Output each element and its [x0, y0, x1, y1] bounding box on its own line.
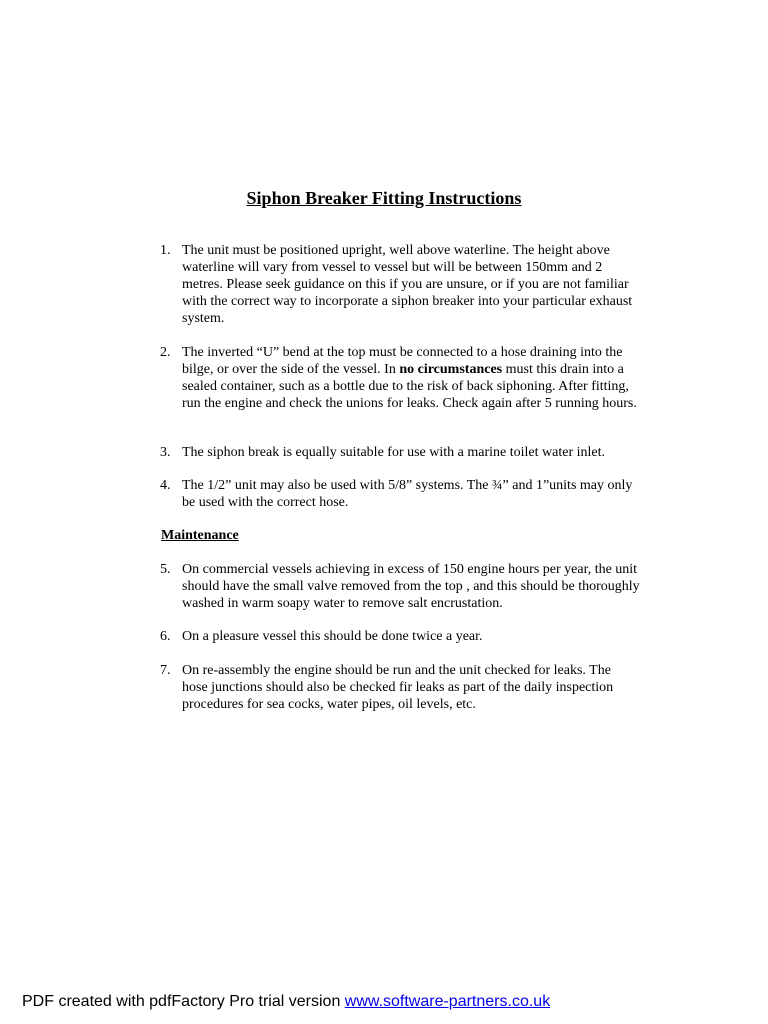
maintenance-heading: Maintenance	[161, 528, 239, 543]
list-item-text-end: must this drain into a sealed container, such as a bottle due to the risk of back siphoning. After fitting, run the engine and check the unions for leaks. Check again after 5 running hours.	[182, 362, 637, 411]
list-item-number: 4.	[160, 478, 171, 493]
list-item	[160, 561, 640, 612]
list-item-text-start: The inverted “U” bend at the top must be connected to a hose draining into the bilge, or over the side of the vessel. In	[182, 345, 623, 377]
list-item	[160, 662, 640, 713]
list-item	[160, 242, 640, 327]
emphasis-text: no circumstances	[399, 362, 503, 377]
list-item-text: The 1/2” unit may also be used with 5/8” systems. The ¾” and 1”units may only be used with the correct hose.	[182, 478, 633, 510]
list-item	[160, 444, 640, 461]
list-item	[160, 628, 640, 645]
list-item-number: 7.	[160, 663, 171, 678]
list-item-number: 3.	[160, 445, 171, 460]
list-item	[160, 344, 640, 412]
footer-link[interactable]: www.software-partners.co.uk	[344, 993, 551, 1010]
list-item	[160, 477, 640, 511]
list-item-text	[182, 344, 640, 412]
list-item-number: 1.	[160, 243, 171, 258]
list-item-text: On re-assembly the engine should be run and the unit checked for leaks. The hose junctions should also be checked fir leaks as part of the daily inspection procedures for sea cocks, water pipes, oil levels, etc.	[182, 663, 614, 712]
list-item-number: 2.	[160, 345, 171, 360]
pdf-footer	[22, 992, 550, 1012]
document-title: Siphon Breaker Fitting Instructions	[246, 188, 522, 208]
list-item-text: The unit must be positioned upright, well above waterline. The height above waterline will vary from vessel to vessel but will be between 150mm and 2 metres. Please seek guidance on this if you are unsure, or if you are not familiar with the correct way to incorporate a siphon breaker into your particular exhaust system.	[182, 243, 633, 326]
list-item-text: On commercial vessels achieving in excess of 150 engine hours per year, the unit should have the small valve removed from the top , and this should be thoroughly washed in warm soapy water to remove salt encrustation.	[182, 562, 640, 611]
list-item-text: On a pleasure vessel this should be done twice a year.	[182, 629, 483, 644]
footer-text: PDF created with pdfFactory Pro trial version	[22, 993, 345, 1010]
list-item-number: 6.	[160, 629, 171, 644]
list-item-text: The siphon break is equally suitable for use with a marine toilet water inlet.	[182, 445, 605, 460]
list-item-number: 5.	[160, 562, 171, 577]
